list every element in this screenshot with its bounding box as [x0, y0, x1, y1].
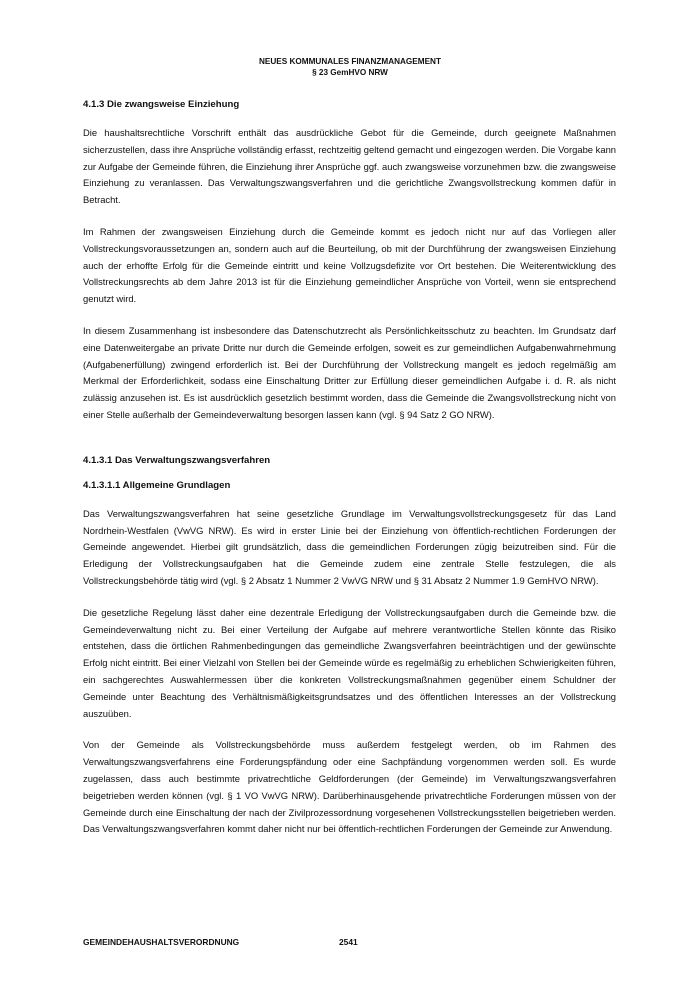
page-content — [83, 99, 616, 838]
body-paragraph: Die gesetzliche Regelung lässt daher eine dezentrale Erledigung der Vollstreckungsaufgaben durch die Gemeinde bzw. die Gemeindeverwaltung nicht zu. Bei einer Verteilung der Aufgabe auf mehrere verantwortliche Stellen könnte das Risiko entstehen, dass die örtlichen Rahmenbedingungen das gemeindliche Zwangsverfahren beeinträchtigen und der gewünschte Erfolg nicht eintritt. Bei einer Vielzahl von Stellen bei der Gemeinde würde es regelmäßig zu erheblichen Schwierigkeiten führen, ein sachgerechtes Auswahlermessen über die konkreten Vollstreckungsmaßnahmen gegenüber einem Schuldner der Gemeinde unter Beachtung des Verhältnismäßigkeitsgrundsatzes und des öffentlichen Interesses an der Vollstreckung auszuüben. — [83, 606, 616, 719]
page-number: 2541 — [339, 937, 358, 947]
subsubsection-heading: 4.1.3.1.1 Allgemeine Grundlagen — [83, 479, 231, 491]
section-heading: 4.1.3 Die zwangsweise Einziehung — [83, 99, 240, 110]
body-paragraph: Im Rahmen der zwangsweisen Einziehung durch die Gemeinde kommt es jedoch nicht nur auf das Vorliegen aller Vollstreckungsvoraussetzungen an, sondern auch auf die Beurteilung, ob mit der Durchführung der zwangsweisen Einziehung auch der erhoffte Erfolg für die Gemeinde eintritt und keine Vollzugsdefizite vor Ort bestehen. Die Weiterentwicklung des Vollstreckungsrechts ab dem Jahre 2013 ist für die Einziehung gemeindlicher Ansprüche von Vorteil, wenn sie entsprechend genutzt wird. — [83, 225, 616, 305]
body-paragraph: Das Verwaltungszwangsverfahren hat seine gesetzliche Grundlage im Verwaltungsvollstreckungsgesetz für das Land Nordrhein-Westfalen (VwVG NRW). Es wird in erster Linie bei der Einziehung von öffentlich-rechtlichen Forderungen der Gemeinde angewendet. Hierbei gilt grundsätzlich, dass die gemeindlichen Forderungen zügig beizutreiben sind. Für die Erledigung der Vollstreckungsaufgaben hat die Gemeinde zudem eine zentrale Stelle festzulegen, die als Vollstreckungsbehörde tätig wird (vgl. § 2 Absatz 1 Nummer 2 VwVG NRW und § 31 Absatz 2 Nummer 1.9 GemHVO NRW). — [83, 507, 616, 586]
running-header — [0, 57, 700, 78]
body-paragraph: In diesem Zusammenhang ist insbesondere das Datenschutzrecht als Persönlichkeitsschutz zu beachten. Im Grundsatz darf eine Datenweitergabe an private Dritte nur durch die Gemeinde erfolgen, soweit es zur gemeindlichen Aufgabenwahrnehmung (Aufgabenerfüllung) zwingend erforderlich ist. Bei der Durchführung der Vollstreckung mangelt es jedoch regelmäßig am Merkmal der Erforderlichkeit, sodass eine Einschaltung Dritter zur Erfüllung dieser gemeindlichen Aufgabe i. d. R. als nicht zulässig anzusehen ist. Es ist ausdrücklich gesetzlich bestimmt worden, dass die Gemeinde die Zwangsvollstreckung nicht von einer Stelle außerhalb der Gemeindeverwaltung besorgen lassen kann (vgl. § 94 Satz 2 GO NRW). — [83, 324, 616, 420]
footer-title: GEMEINDEHAUSHALTSVERORDNUNG — [83, 937, 240, 947]
header-title: NEUES KOMMUNALES FINANZMANAGEMENT — [259, 57, 441, 66]
body-paragraph: Von der Gemeinde als Vollstreckungsbehörde muss außerdem festgelegt werden, ob im Rahmen des Verwaltungszwangsverfahrens eine Forderungspfändung oder eine Sachpfändung vorgenommen werden soll. Es wurde zugelassen, dass auch bestimmte privatrechtliche Geldforderungen (der Gemeinde) im Verwaltungszwangsverfahren beigetrieben werden können (vgl. § 1 VO VwVG NRW). Darüberhinausgehende privatrechtliche Forderungen müssen von der Gemeinde durch eine Einschaltung der nach der Zivilprozessordnung vorgesehenen Vollstreckungsstellen beigetrieben werden. Das Verwaltungszwangsverfahren kommt daher nicht nur bei öffentlich-rechtlichen Forderungen der Gemeinde zur Anwendung. — [83, 739, 616, 835]
body-paragraph: Die haushaltsrechtliche Vorschrift enthält das ausdrückliche Gebot für die Gemeinde, durch geeignete Maßnahmen sicherzustellen, dass ihre Ansprüche vollständig erfasst, rechtzeitig geltend gemacht und eingezogen werden. Die Vorgabe kann zur Aufgabe der Gemeinde führen, die Einziehung ihrer Ansprüche ggf. auch zwangsweise vorzunehmen bzw. die zwangsweise Einziehung zu veranlassen. Das Verwaltungszwangsverfahren und die gerichtliche Zwangsvollstreckung kommen dafür in Betracht. — [83, 127, 616, 206]
subsection-heading: 4.1.3.1 Das Verwaltungszwangsverfahren — [83, 454, 271, 466]
header-subtitle: § 23 GemHVO NRW — [312, 67, 388, 77]
